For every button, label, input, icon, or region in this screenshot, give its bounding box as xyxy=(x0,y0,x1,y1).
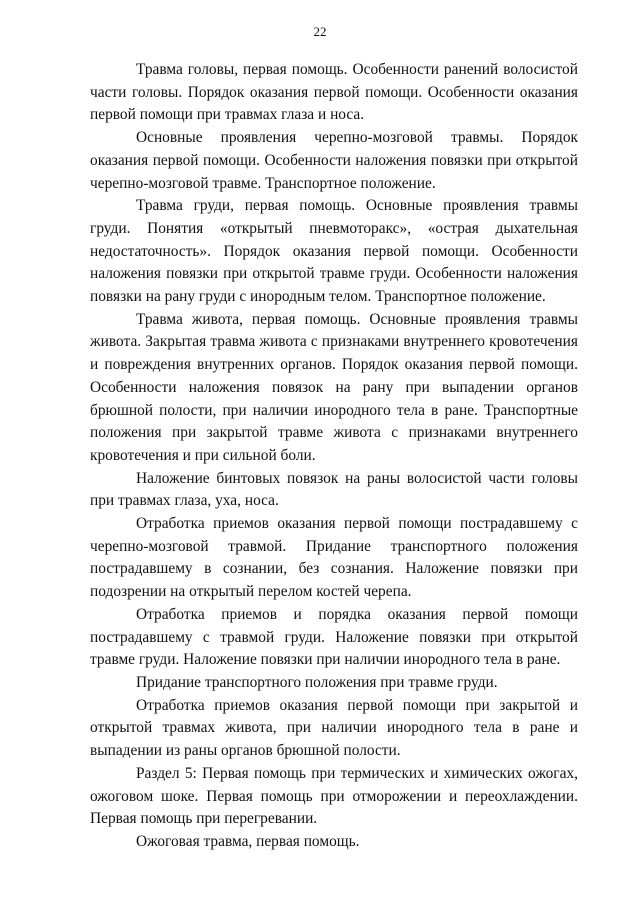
paragraph-chest-practice: Отработка приемов и порядка оказания первой помощи пострадавшему с травмой груди. Наложение повязки при открытой травме груди. Наложение повязки при наличии инородного тела в ране. xyxy=(90,605,578,669)
paragraph-head-injury: Травма головы, первая помощь. Особенности ранений волосистой части головы. Порядок оказания первой помощи. Особенности оказания первой помощи при травмах глаза и носа. xyxy=(90,61,578,124)
paragraph-chest-transport: Придание транспортного положения при травме груди. xyxy=(136,673,498,691)
paragraph-section-5: Раздел 5: Первая помощь при термических и химических ожогах, ожоговом шоке. Первая помощь при отморожении и переохлаждении. Первая помощь при перегревании. xyxy=(90,764,578,828)
page-number: 22 xyxy=(313,24,327,39)
paragraph-head-bandaging: Наложение бинтовых повязок на раны волосистой части головы при травмах глаза, уха, носа. xyxy=(90,469,578,510)
body-text xyxy=(90,59,578,854)
paragraph-burn-injury: Ожоговая травма, первая помощь. xyxy=(136,832,360,850)
paragraph-traumatic-brain-injury: Основные проявления черепно-мозговой травмы. Порядок оказания первой помощи. Особенности наложения повязки при открытой черепно-мозговой травме. Транспортное положение. xyxy=(90,129,578,192)
paragraph-abdominal-injury: Травма живота, первая помощь. Основные проявления травмы живота. Закрытая травма живота с признаками внутреннего кровотечения и повреждения внутренних органов. Порядок оказания первой помощи. Особенности наложения повязок на рану при выпадении органов брюшной полости, при наличии инородного тела в ране. Транспортные положения при закрытой травме живота с признаками внутреннего кровотечения и при сильной боли. xyxy=(90,310,578,464)
paragraph-abdominal-practice: Отработка приемов оказания первой помощи при закрытой и открытой травмах живота, при наличии инородного тела в ране и выпадении из раны органов брюшной полости. xyxy=(90,696,578,760)
paragraph-tbi-practice: Отработка приемов оказания первой помощи пострадавшему с черепно-мозговой травмой. Придание транспортного положения пострадавшему в сознании, без сознания. Наложение повязки при подозрении на открытый перелом костей черепа. xyxy=(90,515,578,601)
paragraph-chest-injury: Травма груди, первая помощь. Основные проявления травмы груди. Понятия «открытый пневмоторакс», «острая дыхательная недостаточность». Порядок оказания первой помощи. Особенности наложения повязки при открытой травме груди. Особенности наложения повязки на рану груди с инородным телом. Транспортное положение. xyxy=(90,197,578,306)
